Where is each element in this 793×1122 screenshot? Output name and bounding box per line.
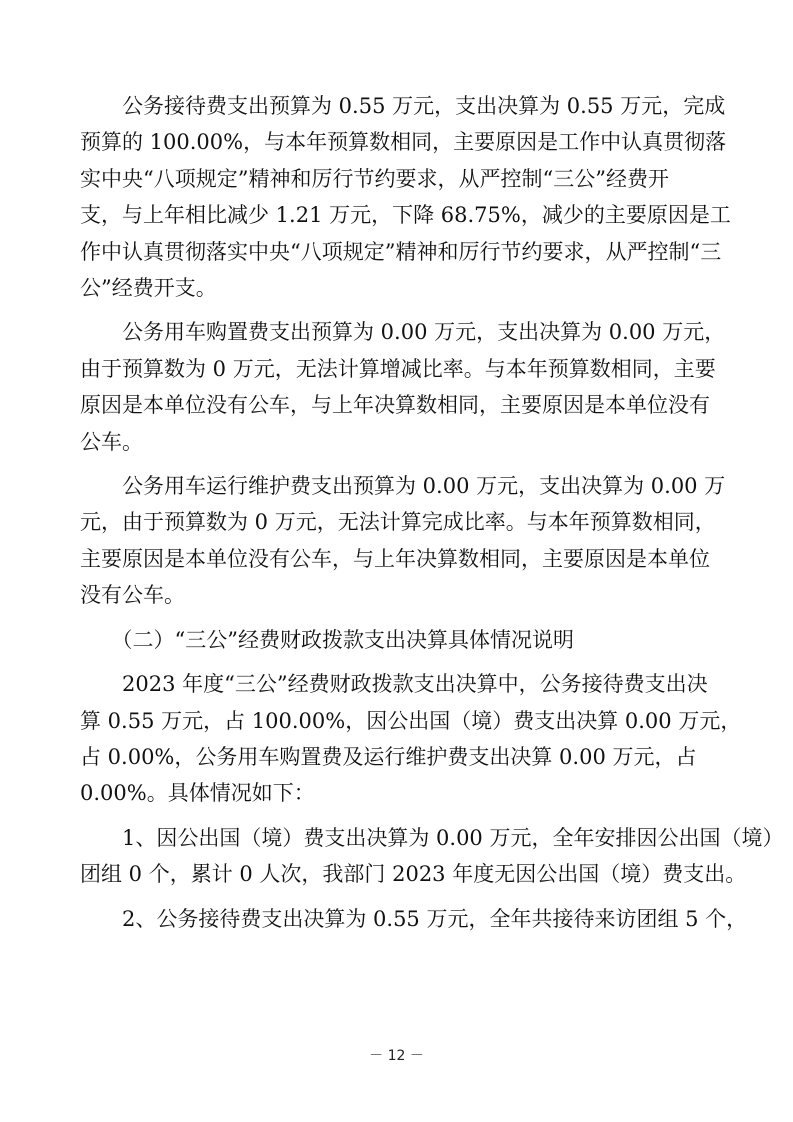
text-line: 作中认真贯彻落实中央“八项规定”精神和厉行节约要求，从严控制“三 [80,239,722,264]
text-line: 1、因公出国（境）费支出决算为 0.00 万元，全年安排因公出国（境） [80,825,784,850]
text-line: 预算的 100.00%，与本年预算数相同，主要原因是工作中认真贯彻落 [80,130,727,155]
paragraph-item-1 [80,820,784,893]
paragraph-hospitality-expenses [80,88,731,306]
paragraph-vehicle-purchase [80,314,726,460]
page-number: － 12 － [369,1048,424,1064]
text-line: 公务用车购置费支出预算为 0.00 万元，支出决算为 0.00 万元， [80,320,726,345]
text-line: 原因是本单位没有公车，与上年决算数相同，主要原因是本单位没有 [80,393,710,418]
paragraph-summary-2023 [80,666,742,812]
text-line: 公”经费开支。 [80,276,217,301]
text-line: 团组 0 个，累计 0 人次，我部门 2023 年度无因公出国（境）费支出。 [80,862,747,887]
text-line: 算 0.55 万元，占 100.00%，因公出国（境）费支出决算 0.00 万元， [80,708,742,733]
text-line: 2023 年度“三公”经费财政拨款支出决算中，公务接待费支出决 [80,672,708,697]
text-line: 占 0.00%，公务用车购置费及运行维护费支出决算 0.00 万元，占 [80,744,697,769]
text-line: 公车。 [80,429,143,454]
text-line: 实中央“八项规定”精神和厉行节约要求，从严控制“三公”经费开 [80,166,669,191]
text-line: 没有公车。 [80,583,185,608]
text-line: 公务用车运行维护费支出预算为 0.00 万元，支出决算为 0.00 万 [80,474,726,499]
paragraph-vehicle-maintenance [80,468,726,614]
text-line: 支，与上年相比减少 1.21 万元，下降 68.75%，减少的主要原因是工 [80,203,731,228]
paragraph-item-2 [80,901,748,937]
text-line: 公务接待费支出预算为 0.55 万元，支出决算为 0.55 万元，完成 [80,94,726,118]
document-page [80,88,784,945]
text-line: 主要原因是本单位没有公车，与上年决算数相同，主要原因是本单位 [80,546,710,571]
text-line: 由于预算数为 0 万元，无法计算增减比率。与本年预算数相同，主要 [80,356,716,381]
text-line: 元，由于预算数为 0 万元，无法计算完成比率。与本年预算数相同， [80,510,716,535]
section-heading: （二）“三公”经费财政拨款支出决算具体情况说明 [80,627,574,652]
text-line: 2、公务接待费支出决算为 0.55 万元，全年共接待来访团组 5 个， [80,906,748,931]
text-line: 0.00%。具体情况如下： [80,781,315,806]
